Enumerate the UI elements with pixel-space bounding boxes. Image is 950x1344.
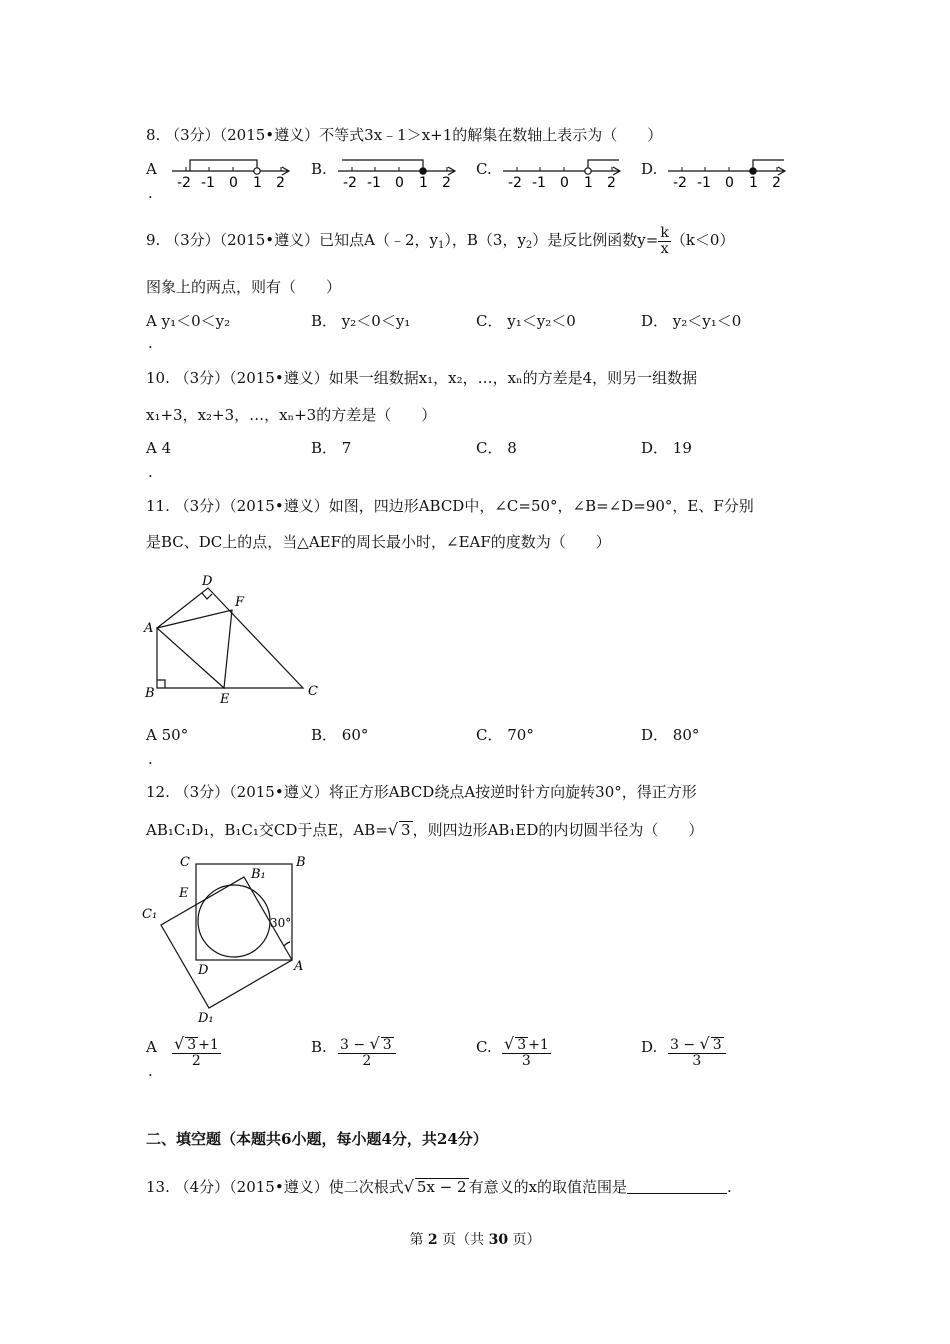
label-e: E <box>179 886 189 901</box>
tick-label: -2 <box>177 175 191 191</box>
label-a: A <box>144 621 154 636</box>
q11-option-b: B． 60° <box>311 726 369 744</box>
tick-label: 2 <box>607 175 616 191</box>
section-heading: 二、填空题（本题共6小题，每小题4分，共24分） <box>146 1130 488 1148</box>
option-dot: . <box>148 463 153 481</box>
q9-option-b: B． y₂＜0＜y₁ <box>311 312 411 330</box>
q11-figure <box>140 570 330 710</box>
tick-label: 1 <box>584 175 593 191</box>
tick-label: -1 <box>367 175 381 191</box>
q11-option-a: A 50° <box>146 726 189 744</box>
q12-option-b: B. <box>311 1038 327 1056</box>
q8-option-d-label: D. <box>641 160 658 178</box>
q12-option-b-fraction: $\frac{3 - √ 3}{2}$ <box>338 1036 396 1069</box>
q11-option-c: C． 70° <box>476 726 534 744</box>
tick-label: -1 <box>532 175 546 191</box>
triangle-aef <box>157 610 232 688</box>
option-dot: . <box>148 334 153 352</box>
tick-label: 0 <box>395 175 404 191</box>
q12-option-a-fraction: $\frac{√ 3 +1}{2}$ <box>174 1034 219 1070</box>
q8-option-b-numberline <box>336 156 461 192</box>
q8-option-b-label: B. <box>311 160 327 178</box>
q8-option-c-numberline <box>501 156 626 192</box>
q11-option-d: D． 80° <box>641 726 700 744</box>
page-total: 30 <box>488 1232 509 1248</box>
q12-figure <box>138 850 318 1028</box>
tick-label: 1 <box>419 175 428 191</box>
q12-option-a: A <box>146 1038 157 1056</box>
q10-option-c: C． 8 <box>476 439 517 457</box>
q8-option-a-numberline <box>170 156 295 192</box>
label-e: E <box>220 692 230 707</box>
option-dot: . <box>148 750 153 768</box>
answer-blank <box>627 1181 727 1194</box>
label-d: D <box>198 963 209 978</box>
label-d1: D₁ <box>198 1011 214 1026</box>
quadrilateral-abcd <box>157 588 303 688</box>
q8-option-a-label: A <box>146 160 157 178</box>
q8-stem: 8. （3分）（2015•遵义）不等式3x﹣1＞x+1的解集在数轴上表示为（ ） <box>146 126 663 144</box>
q12-option-c: C. <box>476 1038 492 1056</box>
label-a: A <box>294 959 304 974</box>
q9-option-c: C． y₁＜y₂＜0 <box>476 312 576 330</box>
label-b: B <box>145 686 155 701</box>
q9-stem: 9. （3分）（2015•遵义）已知点A（﹣2，$y_1$），B（3，$y_2$）是反比例函数y= $\frac{k}{x}$ （k＜0） <box>146 224 735 257</box>
q12-option-d-fraction: $\frac{3 - √ 3}{3}$ <box>668 1036 726 1069</box>
q13-stem: 13. （4分）（2015•遵义）使二次根式√ 5x − 2 有意义的x的取值范围是 . <box>146 1177 732 1196</box>
q9-line2: 图象上的两点，则有（ ） <box>146 278 342 296</box>
option-dot: . <box>148 184 153 202</box>
q12-option-c-fraction: $\frac{√ 3 +1}{3}$ <box>504 1034 549 1070</box>
tick-label: 0 <box>229 175 238 191</box>
q12-line2: AB₁C₁D₁，B₁C₁交CD于点E，AB=√ 3 ，则四边形AB₁ED的内切圆半径为（ ） <box>146 820 704 839</box>
q8-option-c-label: C. <box>476 160 492 178</box>
tick-label: -1 <box>201 175 215 191</box>
q11-line2: 是BC、DC上的点，当△AEF的周长最小时，∠EAF的度数为（ ） <box>146 533 611 551</box>
tick-label: 2 <box>442 175 451 191</box>
fraction-k-over-x: $\frac{k}{x}$ <box>660 224 669 257</box>
label-c: C <box>180 855 190 870</box>
option-dot: . <box>148 1062 153 1080</box>
label-d: D <box>202 574 213 589</box>
label-b1: B₁ <box>251 867 266 882</box>
tick-label: 1 <box>253 175 262 191</box>
q12-stem: 12. （3分）（2015•遵义）将正方形ABCD绕点A按逆时针方向旋转30°，得正方形 <box>146 783 697 801</box>
tick-label: -2 <box>343 175 357 191</box>
label-f: F <box>235 595 245 610</box>
tick-label: -2 <box>508 175 522 191</box>
page-footer: 第 2 页（共 30 页） <box>409 1232 541 1248</box>
q8-option-d-numberline <box>666 156 791 192</box>
q10-line2: x₁+3，x₂+3，…，xₙ+3的方差是（ ） <box>146 406 437 424</box>
tick-label: -2 <box>673 175 687 191</box>
q11-stem: 11. （3分）（2015•遵义）如图，四边形ABCD中，∠C=50°，∠B=∠D=90°，E、F分别 <box>146 497 754 515</box>
page-number: 2 <box>427 1232 438 1248</box>
tick-label: -1 <box>697 175 711 191</box>
label-c: C <box>308 684 318 699</box>
q9-option-d: D． y₂＜y₁＜0 <box>641 312 742 330</box>
q12-option-d: D. <box>641 1038 658 1056</box>
label-b: B <box>296 855 306 870</box>
q10-option-a: A 4 <box>146 439 172 457</box>
q9-option-a: A y₁＜0＜y₂ <box>146 312 231 330</box>
q10-stem: 10. （3分）（2015•遵义）如果一组数据x₁，x₂，…，xₙ的方差是4，则另一组数据 <box>146 369 698 387</box>
label-30-degree: 30° <box>270 916 292 930</box>
incircle <box>198 885 270 957</box>
q10-option-b: B． 7 <box>311 439 352 457</box>
square-abcd <box>196 864 292 960</box>
label-c1: C₁ <box>142 907 158 922</box>
tick-label: 0 <box>725 175 734 191</box>
tick-label: 2 <box>772 175 781 191</box>
q10-option-d: D． 19 <box>641 439 692 457</box>
tick-label: 0 <box>560 175 569 191</box>
tick-label: 2 <box>276 175 285 191</box>
tick-label: 1 <box>749 175 758 191</box>
